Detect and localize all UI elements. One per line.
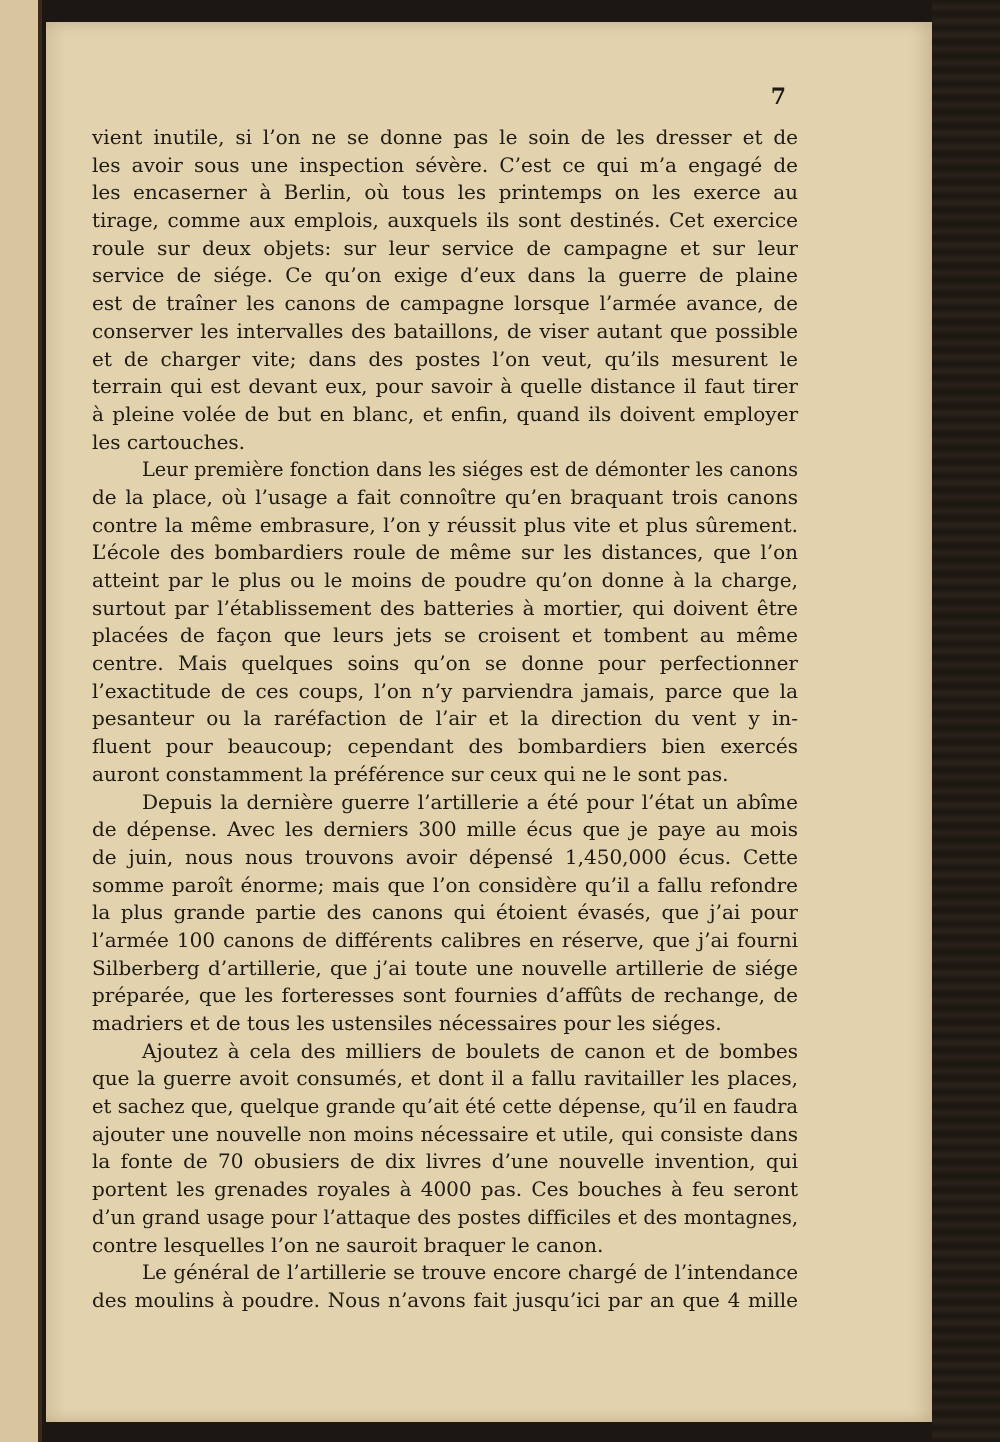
text-line: service de siége. Ce qu’on exige d’eux dans la guerre de plaine (92, 263, 798, 288)
text-line: fluent pour beaucoup; cependant des bombardiers bien exercés (92, 734, 798, 759)
text-line: de la place, où l’usage a fait connoître qu’en braquant trois canons (92, 484, 798, 509)
text-line: les cartouches. (92, 429, 246, 454)
text-line: Silberberg d’artillerie, que j’ai toute une nouvelle artillerie de siége (92, 955, 798, 980)
text-line: la plus grande partie des canons qui étoient évasés, que j’ai pour (92, 900, 798, 925)
text-line: portent les grenades royales à 4000 pas. Ces bouches à feu seront (92, 1177, 798, 1202)
text-line: Ajoutez à cela des milliers de boulets de canon et de bombes (142, 1038, 798, 1063)
page-number: 7 (770, 84, 786, 110)
text-line: les encaserner à Berlin, où tous les printemps on les exerce au (92, 180, 798, 205)
text-line: Le général de l’artillerie se trouve encore chargé de l’intendance (142, 1261, 798, 1285)
text-line: que la guerre avoit consumés, et dont il a fallu ravitailler les places, (92, 1066, 798, 1091)
text-line: roule sur deux objets: sur leur service de campagne et sur leur (92, 235, 798, 260)
text-line: et sachez que, quelque grande qu’ait été cette dépense, qu’il en faudra (92, 1095, 798, 1119)
text-line: madriers et de tous les ustensiles nécessaires pour les siéges. (92, 1011, 722, 1035)
text-line: L’école des bombardiers roule de même sur les distances, que l’on (92, 540, 798, 565)
text-line: Depuis la dernière guerre l’artillerie a été pour l’état un abîme (142, 789, 798, 814)
text-line: à pleine volée de but en blanc, et enfin, quand ils doivent employer (92, 401, 798, 426)
text-line: les avoir sous une inspection sévère. C’est ce qui m’a engagé de (92, 152, 798, 177)
text-line: terrain qui est devant eux, pour savoir à quelle distance il faut tirer (92, 374, 798, 399)
text-line: surtout par l’établissement des batteries à mortier, qui doivent être (92, 595, 798, 620)
text-line: tirage, comme aux emplois, auxquels ils sont destinés. Cet exercice (92, 208, 798, 233)
left-page-edge (0, 0, 42, 1442)
text-line: et de charger vite; dans des postes l’on veut, qu’ils mesurent le (92, 346, 798, 371)
text-line: contre lesquelles l’on ne sauroit braquer le canon. (92, 1232, 604, 1257)
text-line: est de traîner les canons de campagne lorsque l’armée avance, de (92, 291, 798, 316)
text-line: de dépense. Avec les derniers 300 mille écus que je paye au mois (92, 817, 798, 842)
text-line: conserver les intervalles des bataillons, de viser autant que possible (92, 318, 798, 343)
text-line: la fonte de 70 obusiers de dix livres d’une nouvelle invention, qui (92, 1149, 798, 1174)
text-line: d’un grand usage pour l’attaque des postes difficiles et des montagnes, (92, 1205, 798, 1229)
text-line: préparée, que les forteresses sont fournies d’affûts de rechange, de (92, 983, 798, 1008)
text-line: placées de façon que leurs jets se croisent et tombent au même (92, 623, 798, 648)
text-line: pesanteur ou la raréfaction de l’air et la direction du vent y in- (92, 706, 798, 731)
text-line: Leur première fonction dans les siéges est de démonter les canons (142, 458, 798, 482)
text-line: auront constamment la préférence sur ceux qui ne le sont pas. (92, 761, 729, 786)
text-line: l’exactitude de ces coups, l’on n’y parviendra jamais, parce que la (92, 678, 798, 703)
text-line: contre la même embrasure, l’on y réussit plus vite et plus sûrement. (92, 512, 798, 537)
body-text (92, 124, 798, 1315)
text-line: atteint par le plus ou le moins de poudre qu’on donne à la charge, (92, 568, 798, 592)
text-line: somme paroît énorme; mais que l’on considère qu’il a fallu refondre (92, 872, 798, 897)
text-line: de juin, nous nous trouvons avoir dépensé 1,450,000 écus. Cette (92, 844, 798, 869)
book-cover-edge (932, 0, 1000, 1442)
text-line: vient inutile, si l’on ne se donne pas le soin de les dresser et de (92, 125, 798, 149)
text-line: centre. Mais quelques soins qu’on se donne pour perfectionner (92, 651, 798, 676)
text-line: ajouter une nouvelle non moins nécessaire et utile, qui consiste dans (92, 1121, 798, 1146)
text-line: des moulins à poudre. Nous n’avons fait jusqu’ici par an que 4 mille (92, 1287, 798, 1312)
text-line: l’armée 100 canons de différents calibres en réserve, que j’ai fourni (92, 927, 798, 952)
